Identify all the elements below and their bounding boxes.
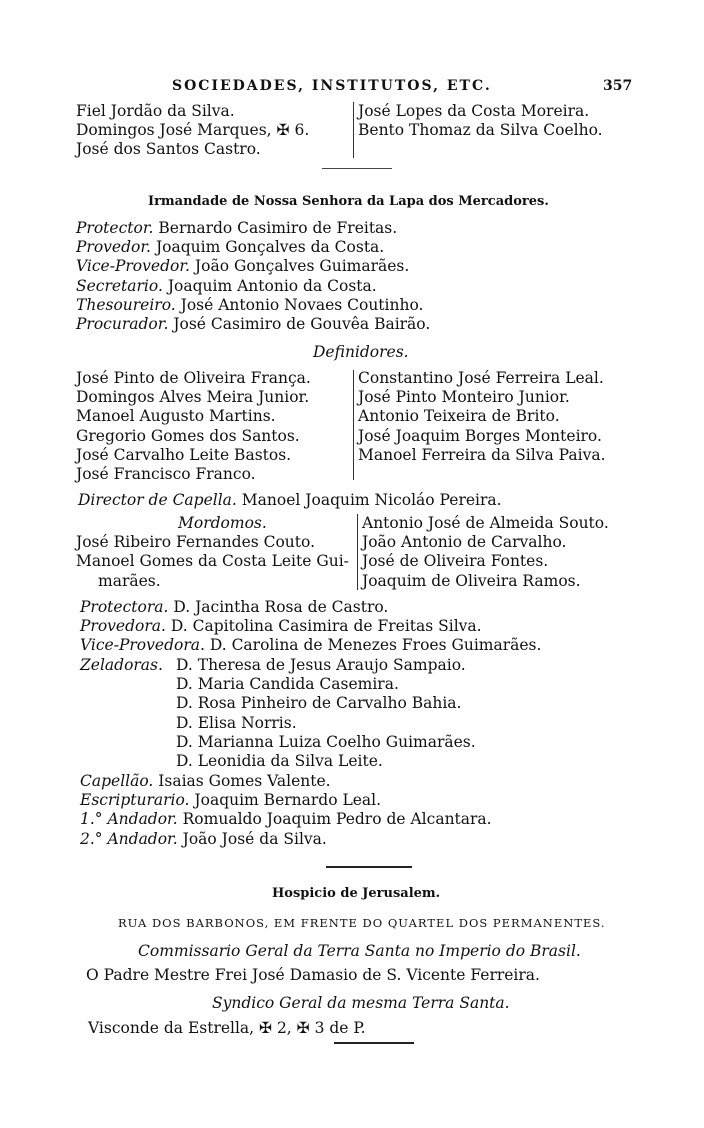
mordomos-left <box>76 514 349 591</box>
list-item: José Ribeiro Fernandes Couto. <box>76 533 316 552</box>
mordomos-right <box>362 514 609 591</box>
section-divider <box>326 866 412 868</box>
officer-name: Bernardo Casimiro de Freitas. <box>158 219 398 237</box>
role-label: Secretario. <box>76 276 163 295</box>
role-label: 1.° Andador. <box>80 810 178 829</box>
officer-name: D. Carolina de Menezes Froes Guimarães. <box>209 636 542 655</box>
list-item: Manoel Augusto Martins. <box>76 407 276 426</box>
officer-name: José Casimiro de Gouvêa Bairão. <box>173 314 431 333</box>
hospicio-address: RUA DOS BARBONOS, EM FRENTE DO QUARTEL DOS PERMANENTES. <box>118 916 606 930</box>
list-item: D. Elisa Norris. <box>176 713 297 732</box>
list-item: Manoel Gomes da Costa Leite Gui- <box>76 552 349 571</box>
officer-name: Isaias Gomes Valente. <box>158 772 331 790</box>
list-item: Constantino José Ferreira Leal. <box>358 369 604 387</box>
column-divider <box>353 370 354 480</box>
role-label: Provedora. <box>80 617 166 636</box>
list-item: José Joaquim Borges Monteiro. <box>358 426 602 445</box>
list-item: José de Oliveira Fontes. <box>362 552 549 571</box>
list-item: João Antonio de Carvalho. <box>362 533 567 552</box>
section-title-irmandade: Irmandade de Nossa Senhora da Lapa dos Mercadores. <box>148 194 549 209</box>
officer-name: João José da Silva. <box>182 829 327 848</box>
officer-row <box>80 636 541 655</box>
officer-name: D. Capitolina Casimira de Freitas Silva. <box>170 617 482 636</box>
definidores-heading: Definidores. <box>313 343 409 361</box>
officer-name: José Antonio Novaes Coutinho. <box>180 295 424 314</box>
officers-list <box>76 219 430 334</box>
officer-row <box>76 219 430 238</box>
list-item: Fiel Jordão da Silva. <box>76 102 235 120</box>
top-block-right <box>358 102 603 140</box>
role-label: Capellão. <box>80 772 154 790</box>
list-item: Manoel Ferreira da Silva Paiva. <box>358 445 606 464</box>
zeladoras-label: Zeladoras. <box>80 656 163 674</box>
role-label: Vice-Provedora. <box>80 636 205 655</box>
list-item: Domingos Alves Meira Junior. <box>76 388 310 407</box>
list-item: D. Maria Candida Casemira. <box>176 675 399 694</box>
list-item: D. Leonidia da Silva Leite. <box>176 751 383 770</box>
officer-row <box>80 830 492 849</box>
list-item: Domingos José Marques, ✠ 6. <box>76 121 310 140</box>
officer-row <box>76 315 430 334</box>
officer-row <box>76 257 430 276</box>
officer-name: João Gonçalves Guimarães. <box>194 257 410 276</box>
list-item: José Pinto de Oliveira França. <box>76 369 311 387</box>
role-label: Thesoureiro. <box>76 295 176 314</box>
role-label: Director de Capella. <box>78 491 237 509</box>
commissario-title: Commissario Geral da Terra Santa no Imperio do Brasil. <box>138 942 581 960</box>
definidores-left <box>76 369 311 484</box>
role-label: Escripturario. <box>80 791 190 810</box>
list-item: D. Theresa de Jesus Araujo Sampaio. <box>176 656 466 674</box>
officer-name: Romualdo Joaquim Pedro de Alcantara. <box>182 810 492 829</box>
officer-row <box>80 598 541 617</box>
role-label: 2.° Andador. <box>80 829 178 848</box>
definidores-right <box>358 369 606 465</box>
section-title-hospicio: Hospicio de Jerusalem. <box>272 886 441 901</box>
officer-row <box>76 296 430 315</box>
section-divider <box>322 168 392 169</box>
role-label: Provedor. <box>76 238 151 257</box>
officer-name: D. Jacintha Rosa de Castro. <box>173 598 389 616</box>
mordomos-heading: Mordomos. <box>178 514 267 532</box>
role-label: Protectora. <box>80 598 169 616</box>
column-divider <box>353 102 354 158</box>
syndico-name: Visconde da Estrella, ✠ 2, ✠ 3 de P. <box>88 1019 366 1037</box>
list-item: José Carvalho Leite Bastos. <box>76 445 292 464</box>
list-item: Joaquim de Oliveira Ramos. <box>362 571 581 590</box>
officer-name: Joaquim Antonio da Costa. <box>167 276 377 295</box>
officer-name: Manoel Joaquim Nicoláo Pereira. <box>241 491 502 509</box>
list-item: Gregorio Gomes dos Santos. <box>76 426 300 445</box>
syndico-title: Syndico Geral da mesma Terra Santa. <box>212 994 510 1012</box>
section-divider <box>334 1042 414 1044</box>
officer-row <box>76 238 430 257</box>
page-number: 357 <box>603 78 633 94</box>
officer-row <box>80 810 492 829</box>
officer-name: Joaquim Gonçalves da Costa. <box>155 238 385 257</box>
officer-row <box>80 791 492 810</box>
list-item: Antonio José de Almeida Souto. <box>362 514 609 532</box>
list-item: Bento Thomaz da Silva Coelho. <box>358 121 603 140</box>
ladies-officers <box>80 598 541 656</box>
officer-row <box>80 772 492 791</box>
role-label: Procurador. <box>76 314 169 333</box>
role-label: Vice-Provedor. <box>76 257 190 276</box>
top-block-left <box>76 102 309 160</box>
officer-row <box>80 617 541 636</box>
list-item: José Lopes da Costa Moreira. <box>358 102 590 120</box>
list-item: José Francisco Franco. <box>76 464 256 483</box>
zeladoras-list <box>176 656 476 771</box>
running-header: SOCIEDADES, INSTITUTOS, ETC. <box>172 78 492 94</box>
other-officers <box>80 772 492 849</box>
list-item: Antonio Teixeira de Brito. <box>358 407 560 426</box>
list-item: José dos Santos Castro. <box>76 140 261 159</box>
list-item: D. Rosa Pinheiro de Carvalho Bahia. <box>176 694 462 713</box>
list-item: D. Marianna Luiza Coelho Guimarães. <box>176 732 476 751</box>
list-item: José Pinto Monteiro Junior. <box>358 388 570 407</box>
officer-row <box>76 277 430 296</box>
role-label: Protector. <box>76 219 154 237</box>
officer-name: Joaquim Bernardo Leal. <box>194 791 382 810</box>
director-row <box>78 491 502 510</box>
list-item: marães. <box>98 571 161 590</box>
commissario-name: O Padre Mestre Frei José Damasio de S. Vicente Ferreira. <box>86 966 540 984</box>
column-divider <box>357 514 358 590</box>
